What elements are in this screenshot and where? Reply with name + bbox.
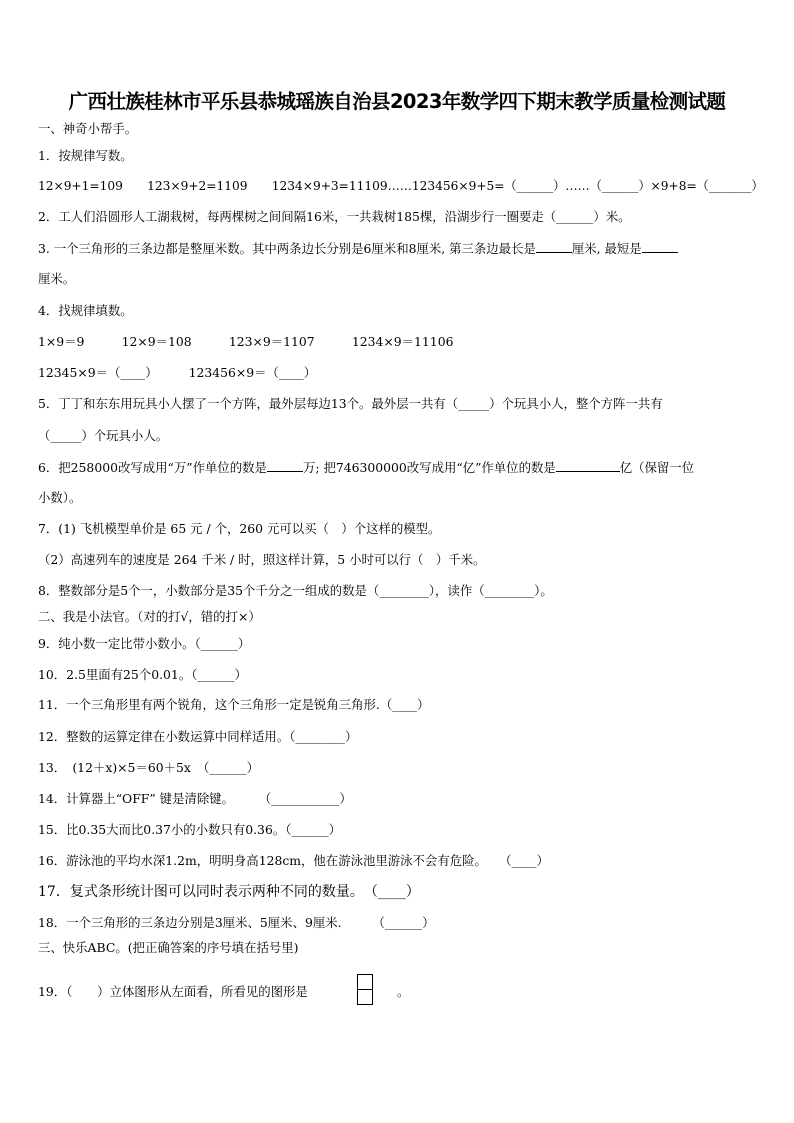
section-1-heading: 一、神奇小帮手。 bbox=[38, 121, 138, 136]
question-4-heading: 4．找规律填数。 bbox=[38, 303, 133, 318]
question-14: 14．计算器上“OFF” 键是清除键。 （___________） bbox=[38, 791, 352, 806]
question-4-blanks: 12345×9＝（____） 123456×9＝（____） bbox=[38, 365, 317, 380]
answer-blank[interactable] bbox=[536, 240, 572, 253]
question-11: 11．一个三角形里有两个锐角，这个三角形一定是锐角三角形.（____） bbox=[38, 697, 430, 712]
question-17: 17．复式条形统计图可以同时表示两种不同的数量。 （____） bbox=[38, 884, 420, 900]
question-15: 15．比0.35大而比0.37小的小数只有0.36。（______） bbox=[38, 822, 341, 837]
question-18: 18．一个三角形的三条边分别是3厘米、5厘米、9厘米. （______） bbox=[38, 915, 435, 930]
question-7-part-1: 7．(1) 飞机模型单价是 65 元 / 个，260 元可以买（ ）个这样的模型。 bbox=[38, 521, 441, 536]
question-4-pattern: 1×9＝9 12×9＝108 123×9＝1107 1234×9＝11106 bbox=[38, 334, 454, 349]
stacked-squares-figure bbox=[357, 974, 373, 1006]
question-6-text-a: 6．把258000改写成用“万”作单位的数是 bbox=[38, 460, 267, 475]
question-5-line-1: 5．丁丁和东东用玩具小人摆了一个方阵，最外层每边13个。最外层一共有（_____）个玩具小人，整个方阵一共有 bbox=[38, 396, 663, 411]
section-2-heading: 二、我是小法官。（对的打√，错的打×） bbox=[38, 609, 261, 624]
question-3-text-a: 3. 一个三角形的三条边都是整厘米数。其中两条边长分别是6厘米和8厘米, 第三条边最长是 bbox=[38, 241, 536, 256]
square-bottom bbox=[357, 989, 373, 1005]
page-title: 广西壮族桂林市平乐县恭城瑶族自治县2023年数学四下期末教学质量检测试题 bbox=[68, 90, 726, 113]
question-19-end: 。 bbox=[397, 984, 410, 999]
answer-blank[interactable] bbox=[556, 459, 620, 472]
question-16: 16．游泳池的平均水深1.2m，明明身高128cm，他在游泳池里游泳不会有危险。 （____） bbox=[38, 853, 549, 868]
question-10: 10．2.5里面有25个0.01。（______） bbox=[38, 667, 247, 682]
question-13: 13． (12＋x)×5＝60＋5x （______） bbox=[38, 760, 259, 775]
question-2: 2．工人们沿圆形人工湖栽树，每两棵树之间间隔16米，一共栽树185棵，沿湖步行一圈要走（______）米。 bbox=[38, 209, 631, 224]
question-6-line-1 bbox=[38, 459, 694, 476]
question-1-heading: 1．按规律写数。 bbox=[38, 148, 133, 163]
square-top bbox=[357, 974, 373, 990]
question-9: 9．纯小数一定比带小数小。（______） bbox=[38, 636, 251, 651]
question-12: 12．整数的运算定律在小数运算中同样适用。（________） bbox=[38, 729, 358, 744]
question-3-line-1 bbox=[38, 240, 678, 257]
question-3-text-b: 厘米, 最短是 bbox=[571, 241, 642, 256]
question-8: 8．整数部分是5个一，小数部分是35个千分之一组成的数是（________），读作（________）。 bbox=[38, 583, 553, 598]
section-3-heading: 三、快乐ABC。(把正确答案的序号填在括号里) bbox=[38, 940, 299, 955]
question-1-pattern: 12×9+1=109 123×9+2=1109 1234×9+3=11109……123456×9+5=（______）……（______）×9+8=（_______） bbox=[38, 178, 764, 193]
question-7-part-2: （2）高速列车的速度是 264 千米 / 时，照这样计算，5 小时可以行（ ）千米。 bbox=[38, 552, 486, 567]
answer-blank[interactable] bbox=[642, 240, 678, 253]
question-6-line-2: 小数）。 bbox=[38, 490, 82, 505]
question-6-text-c: 亿（保留一位 bbox=[619, 460, 695, 475]
question-3-line-2: 厘米。 bbox=[38, 271, 76, 286]
answer-blank[interactable] bbox=[267, 459, 303, 472]
question-19: 19．（ ）立体图形从左面看，所看见的图形是 bbox=[38, 984, 308, 999]
question-5-line-2: （_____）个玩具小人。 bbox=[38, 428, 169, 443]
question-6-text-b: 万; 把746300000改写成用“亿”作单位的数是 bbox=[302, 460, 556, 475]
